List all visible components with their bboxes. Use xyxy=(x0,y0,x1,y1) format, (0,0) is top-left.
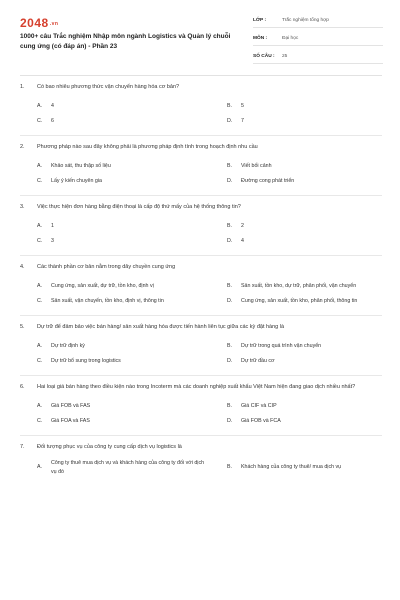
option-letter: A. xyxy=(37,464,43,471)
meta-key: LỚP : xyxy=(253,18,267,23)
option-letter: D. xyxy=(227,238,233,245)
meta-key: SỐ CÂU : xyxy=(253,54,275,59)
meta-row-subject xyxy=(253,32,383,46)
question-divider xyxy=(20,375,382,376)
option-letter: A. xyxy=(37,343,43,350)
question-number: 6. xyxy=(20,384,25,390)
option-a[interactable] xyxy=(37,159,209,174)
option-a[interactable] xyxy=(37,279,209,294)
option-c[interactable] xyxy=(37,414,209,429)
option-text: 2 xyxy=(241,223,244,230)
meta-value: Trắc nghiệm tổng hợp xyxy=(282,18,329,23)
option-letter: C. xyxy=(37,418,43,425)
option-c[interactable] xyxy=(37,114,209,129)
option-text: Sản xuất, vận chuyển, tồn kho, định vị, thông tin xyxy=(51,298,164,305)
question-text: Dự trữ để đảm bảo việc bán hàng/ sản xuất hàng hóa được tiến hành liên tục giữa các kỳ đặt hàng là xyxy=(37,324,285,330)
option-d[interactable] xyxy=(227,354,399,369)
option-text: Lấy ý kiến chuyên gia xyxy=(51,178,102,185)
option-text: 6 xyxy=(51,118,54,125)
option-letter: C. xyxy=(37,238,43,245)
option-text: 1 xyxy=(51,223,54,230)
option-letter: B. xyxy=(227,403,233,410)
option-letter: D. xyxy=(227,418,233,425)
option-letter: D. xyxy=(227,178,233,185)
option-letter: C. xyxy=(37,298,43,305)
question-divider xyxy=(20,195,382,196)
option-letter: B. xyxy=(227,464,233,471)
option-letter: B. xyxy=(227,223,233,230)
option-a[interactable] xyxy=(37,399,209,414)
option-b[interactable] xyxy=(227,99,399,114)
option-d[interactable] xyxy=(227,294,399,309)
question-number: 3. xyxy=(20,204,25,210)
option-b[interactable] xyxy=(227,459,399,476)
option-text: Sản xuất, tồn kho, dự trữ, phân phối, vận chuyển xyxy=(241,283,357,290)
option-letter: B. xyxy=(227,283,233,290)
question-text: Có bao nhiêu phương thức vận chuyển hàng hóa cơ bản? xyxy=(37,84,180,90)
option-text: 3 xyxy=(51,238,54,245)
option-a[interactable] xyxy=(37,459,209,476)
option-b[interactable] xyxy=(227,159,399,174)
option-c[interactable] xyxy=(37,234,209,249)
question-2 xyxy=(20,142,382,189)
option-d[interactable] xyxy=(227,414,399,429)
question-6 xyxy=(20,382,382,429)
option-letter: C. xyxy=(37,358,43,365)
page-title: 1000+ câu Trắc nghiệm Nhập môn ngành Logistics và Quản lý chuỗi cung ứng (có đáp án) - Phần 23 xyxy=(20,33,231,50)
option-a[interactable] xyxy=(37,339,209,354)
option-text: Khảo sát, thu thập số liệu xyxy=(51,163,111,170)
meta-row-class xyxy=(253,14,383,28)
page-header xyxy=(0,0,400,72)
meta-box xyxy=(253,14,383,68)
question-divider xyxy=(20,135,382,136)
option-text: Giá FOB và FCA xyxy=(241,418,281,425)
option-b[interactable] xyxy=(227,219,399,234)
question-divider xyxy=(20,255,382,256)
header-divider xyxy=(20,75,382,76)
option-text: Dự trữ bổ sung trong logistics xyxy=(51,358,121,365)
option-c[interactable] xyxy=(37,174,209,189)
question-3 xyxy=(20,202,382,249)
question-text: Việc thực hiện đơn hàng bằng điện thoại là cấp độ thứ mấy của hệ thống thông tin? xyxy=(37,204,241,210)
option-letter: C. xyxy=(37,178,43,185)
option-d[interactable] xyxy=(227,174,399,189)
question-7 xyxy=(20,442,382,476)
logo-suffix: .vn xyxy=(49,20,59,27)
option-text: Đường cong phát triển xyxy=(241,178,295,185)
question-divider xyxy=(20,435,382,436)
option-text: Cung ứng, sản xuất, dự trữ, tồn kho, định vị xyxy=(51,283,154,290)
question-list xyxy=(20,80,382,476)
question-number: 4. xyxy=(20,264,25,270)
option-letter: D. xyxy=(227,118,233,125)
option-b[interactable] xyxy=(227,279,399,294)
option-text: Dự trữ trong quá trình vận chuyển xyxy=(241,343,322,350)
meta-key: MÔN : xyxy=(253,36,268,41)
option-letter: A. xyxy=(37,283,43,290)
option-a[interactable] xyxy=(37,219,209,234)
option-letter: B. xyxy=(227,103,233,110)
option-text: Viết bối cảnh xyxy=(241,163,272,170)
question-1 xyxy=(20,82,382,129)
option-text: Khách hàng của công ty thuê/ mua dịch vụ xyxy=(241,464,342,471)
option-c[interactable] xyxy=(37,354,209,369)
meta-row-count xyxy=(253,50,383,64)
option-text: Giá CIF và CIP xyxy=(241,403,277,410)
option-text: 4 xyxy=(241,238,244,245)
option-letter: A. xyxy=(37,163,43,170)
option-letter: A. xyxy=(37,403,43,410)
question-divider xyxy=(20,315,382,316)
question-number: 5. xyxy=(20,324,25,330)
option-text: 7 xyxy=(241,118,244,125)
option-b[interactable] xyxy=(227,399,399,414)
question-number: 7. xyxy=(20,444,25,450)
site-logo[interactable] xyxy=(20,16,58,30)
question-number: 1. xyxy=(20,84,25,90)
question-text: Phương pháp nào sau đây không phải là phương pháp định tính trong hoạch định nhu cầu xyxy=(37,144,258,150)
option-letter: B. xyxy=(227,343,233,350)
question-text: Các thành phần cơ bản nằm trong dây chuyền cung ứng xyxy=(37,264,176,270)
option-text: Cung ứng, sản xuất, tồn kho, phân phối, thông tin xyxy=(241,298,358,305)
option-text: Dự trữ đầu cơ xyxy=(241,358,275,365)
question-5 xyxy=(20,322,382,369)
question-number: 2. xyxy=(20,144,25,150)
option-letter: D. xyxy=(227,358,233,365)
option-letter: A. xyxy=(37,103,43,110)
option-b[interactable] xyxy=(227,339,399,354)
option-letter: B. xyxy=(227,163,233,170)
question-text: Hai loại giá bán hàng theo điều kiện nào trong Incoterm mà các doanh nghiệp xuất khẩu Việt Nam hiện đang giao dịch nhiều nhất? xyxy=(37,384,356,390)
option-c[interactable] xyxy=(37,294,209,309)
question-text: Đối tượng phục vụ của công ty cung cấp dịch vụ logistics là xyxy=(37,444,182,450)
option-text: Giá FOA và FAS xyxy=(51,418,90,425)
question-4 xyxy=(20,262,382,309)
option-text: Giá FOB và FAS xyxy=(51,403,91,410)
logo-text: 2048 xyxy=(20,16,49,30)
option-d[interactable] xyxy=(227,234,399,249)
option-letter: C. xyxy=(37,118,43,125)
option-letter: D. xyxy=(227,298,233,305)
meta-value: 25 xyxy=(282,54,288,59)
option-text: Công ty thuê mua dịch vụ và khách hàng của công ty đối với dịch vụ đó xyxy=(51,460,205,475)
option-letter: A. xyxy=(37,223,43,230)
option-text: 5 xyxy=(241,103,244,110)
meta-value: Đại học xyxy=(282,36,299,41)
option-text: 4 xyxy=(51,103,54,110)
option-d[interactable] xyxy=(227,114,399,129)
option-text: Dự trữ định kỳ xyxy=(51,343,85,350)
option-a[interactable] xyxy=(37,99,209,114)
